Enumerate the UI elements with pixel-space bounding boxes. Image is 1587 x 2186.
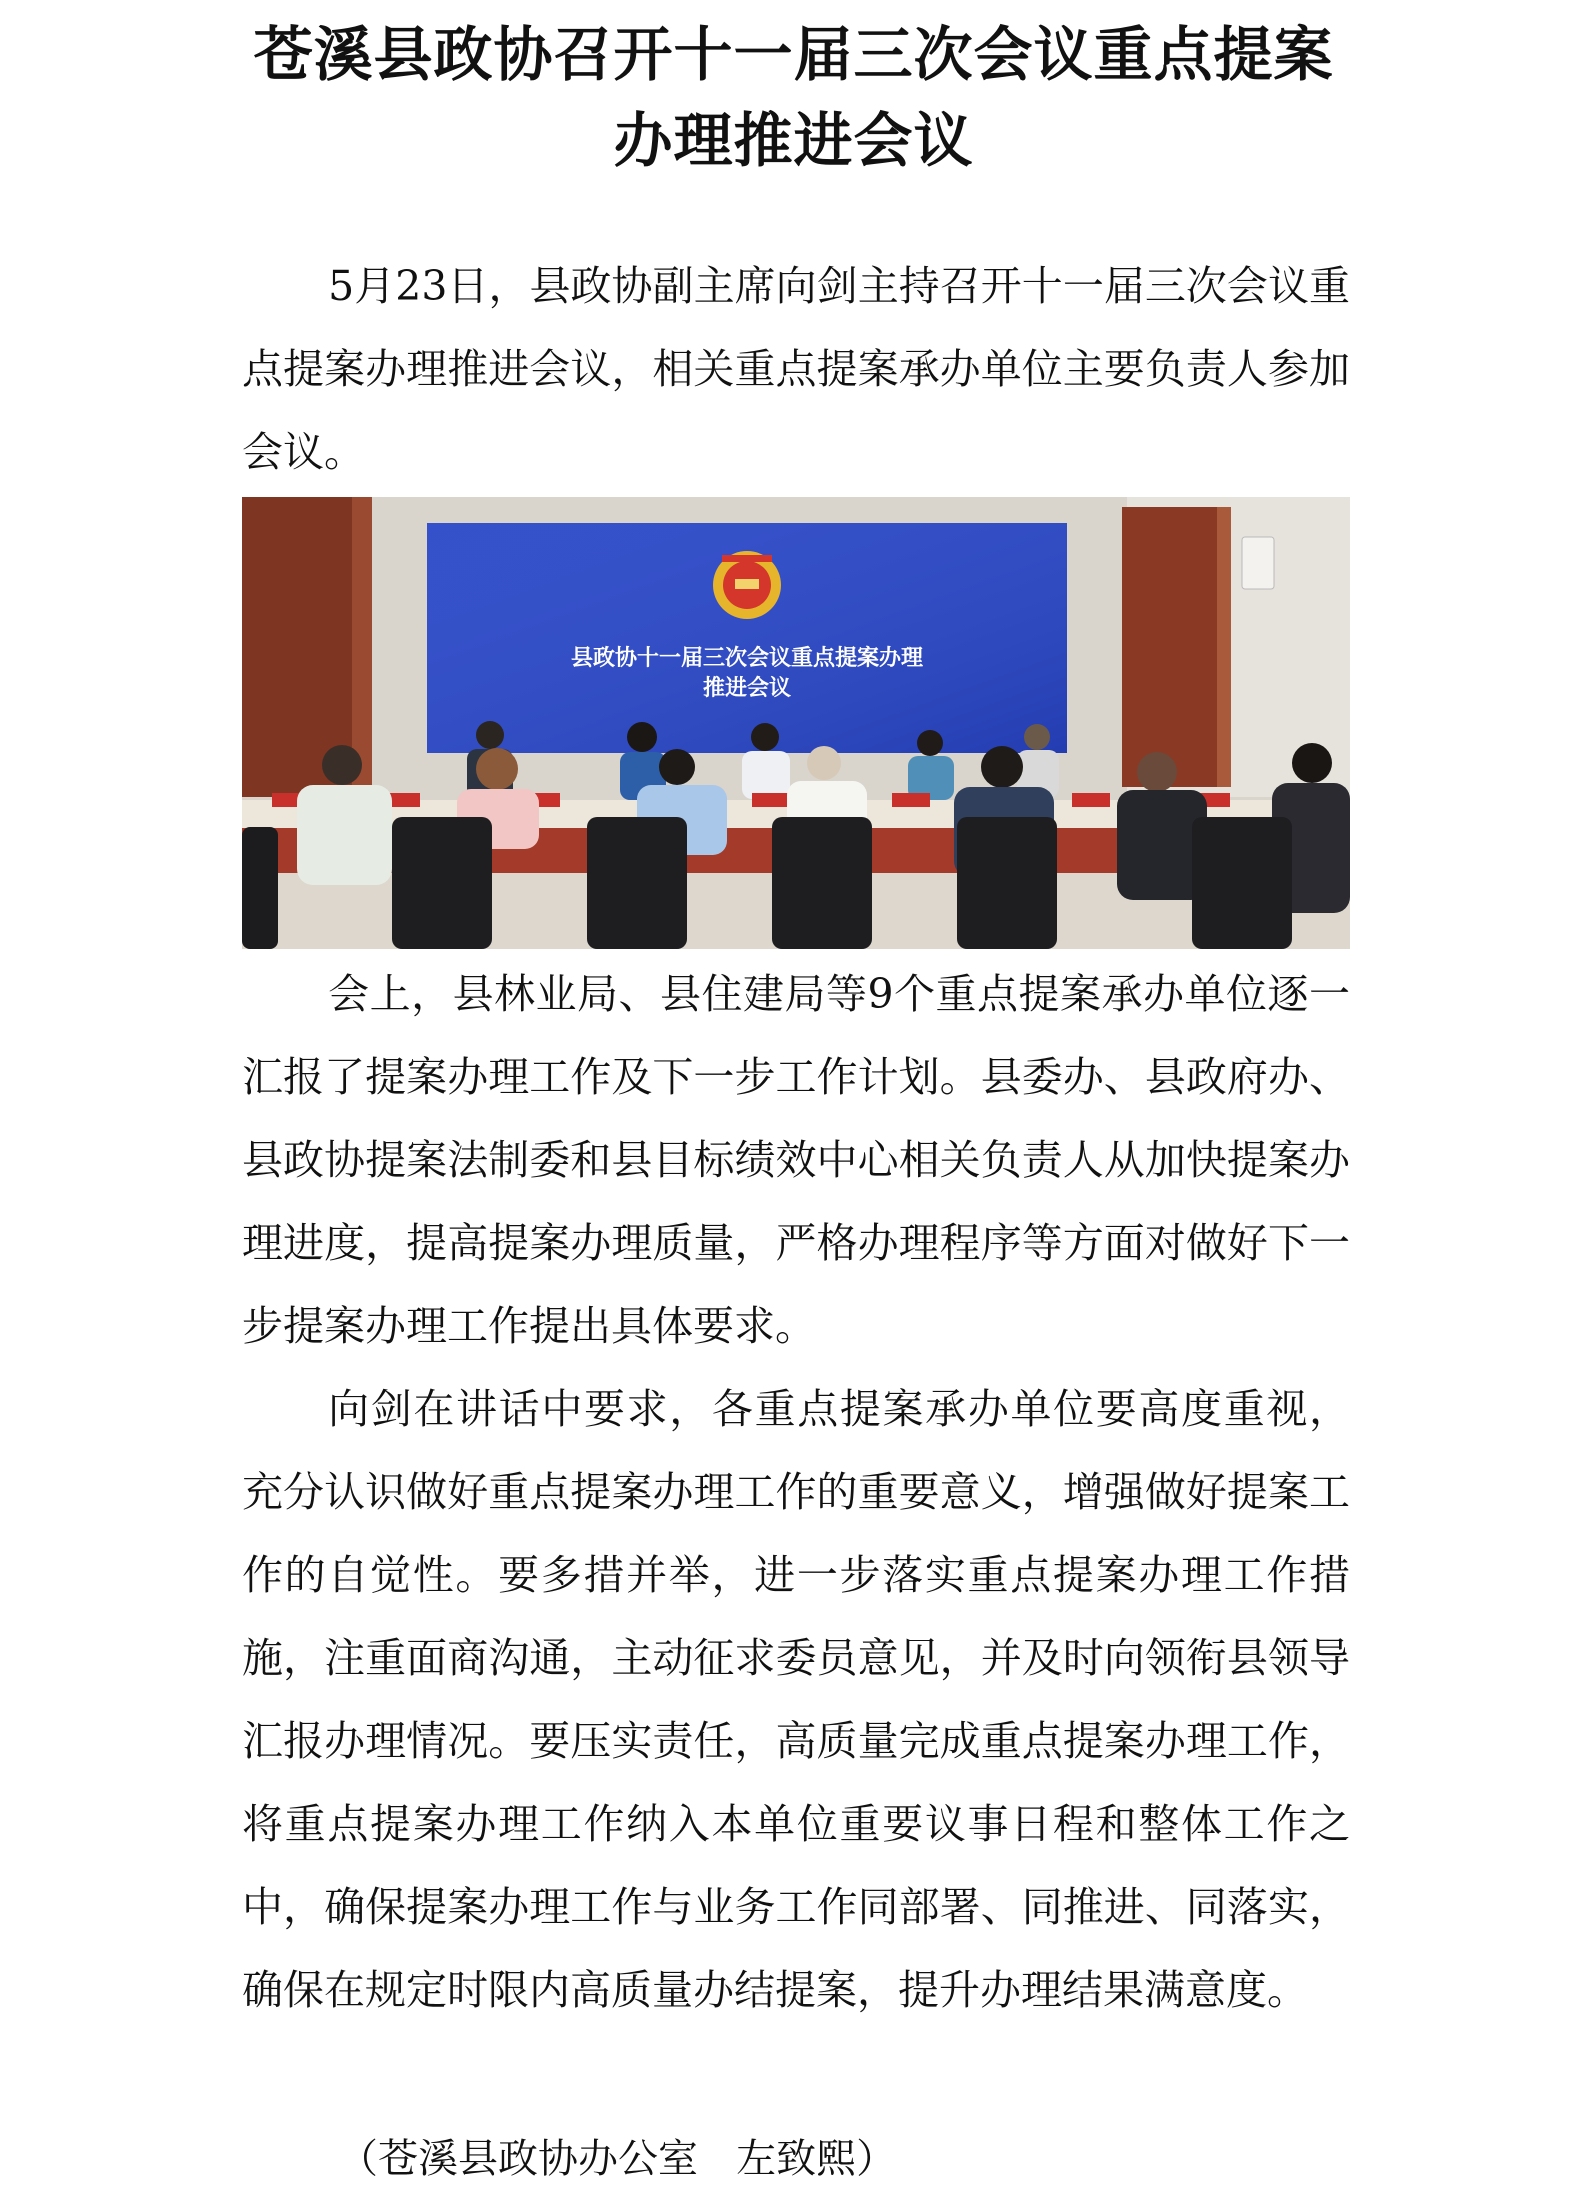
screen-caption-line-2: 推进会议 — [702, 676, 792, 701]
title-line-2: 办理推进会议 — [613, 106, 974, 175]
title-line-1: 苍溪县政协召开十一届三次会议重点提案 — [253, 20, 1334, 89]
screen-caption-line-1: 县政协十一届三次会议重点提案办理 — [570, 646, 924, 671]
article-title — [150, 12, 1437, 184]
meeting-photo — [242, 497, 1350, 949]
paragraph-intro: 5月23日，县政协副主席向剑主持召开十一届三次会议重点提案办理推进会议，相关重点提案承办单位主要负责人参加会议。 — [242, 262, 1350, 476]
paragraph-requirements: 向剑在讲话中要求，各重点提案承办单位要高度重视，充分认识做好重点提案办理工作的重要意义，增强做好提案工作的自觉性。要多措并举，进一步落实重点提案办理工作措施，注重面商沟通，主动征求委员意见，并及时向领衔县领导汇报办理情况。要压实责任，高质量完成重点提案办理工作，将重点提案办理工作纳入本单位重要议事日程和整体工作之中，确保提案办理工作与业务工作同部署、同推进、同落实，确保在规定时限内高质量办结提案，提升办理结果满意度。 — [242, 1385, 1350, 2014]
paragraph-reports: 会上，县林业局、县住建局等9个重点提案承办单位逐一汇报了提案办理工作及下一步工作计划。县委办、县政府办、县政协提案法制委和县目标绩效中心相关负责人从加快提案办理进度，提高提案办理质量，严格办理程序等方面对做好下一步提案办理工作提出具体要求。 — [242, 970, 1350, 1350]
cppcc-emblem-icon — [713, 551, 781, 619]
author-signature: （苍溪县政协办公室 左致熙） — [338, 2136, 897, 2182]
